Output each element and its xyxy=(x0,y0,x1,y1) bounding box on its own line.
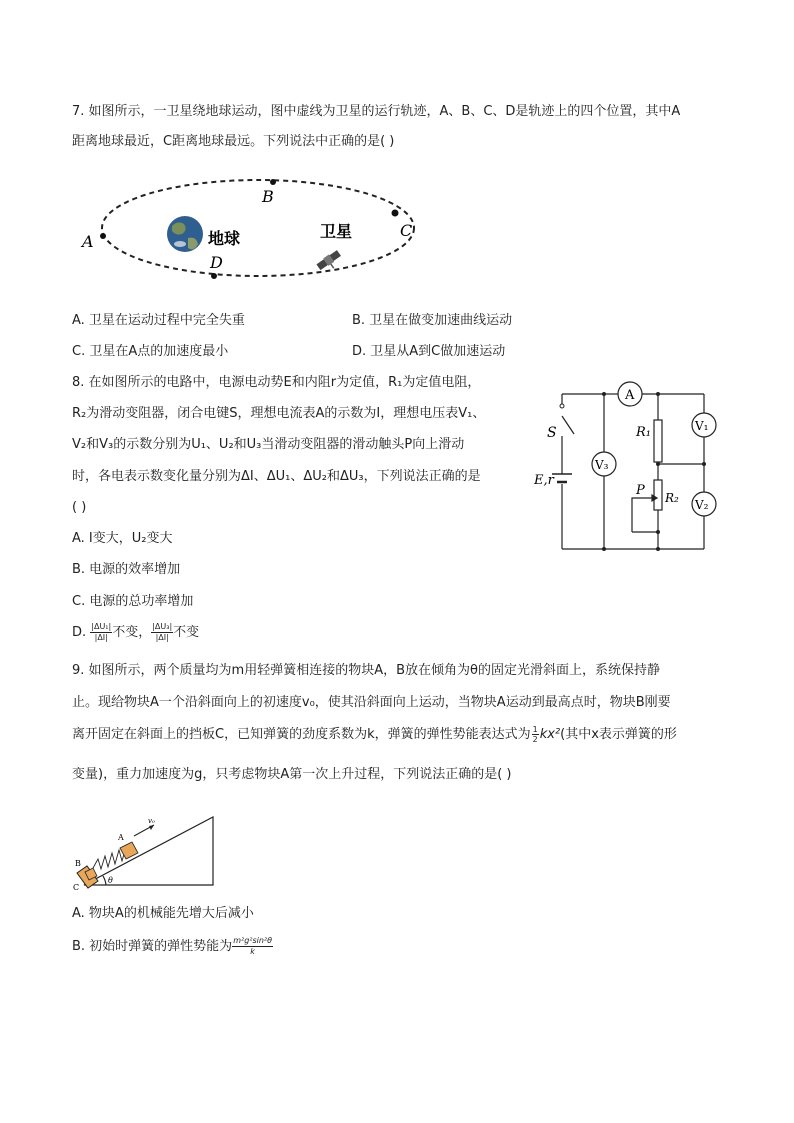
point-b xyxy=(270,179,276,185)
q9-option-b[interactable] xyxy=(72,936,273,957)
q8-stem-line-2: R₂为滑动变阻器，闭合电键S，理想电流表A的示数为I，理想电压表V₁、 xyxy=(72,406,486,421)
block-b-label: B xyxy=(75,859,81,868)
q8-stem-line-5: ( ) xyxy=(72,500,87,515)
v1-label: V₁ xyxy=(695,419,709,433)
q9-option-b-prefix: B. 初始时弹簧的弹性势能为 xyxy=(72,938,233,954)
circuit-diagram xyxy=(528,376,728,556)
q9-option-a[interactable]: A. 物块A的机械能先增大后减小 xyxy=(72,906,254,921)
energy-expr-rest: kx² xyxy=(539,726,561,742)
q7-stem-line-2: 距离地球最近，C距离地球最远。下列说法中正确的是( ) xyxy=(72,134,395,149)
v3-label: V₃ xyxy=(595,458,609,472)
q8-option-d[interactable] xyxy=(72,622,199,643)
q8-option-d-suffix: 不变 xyxy=(173,624,200,640)
q7-stem-line-1: 7. 如图所示，一卫星绕地球运动，图中虚线为卫星的运行轨迹，A、B、C、D是轨迹上的四个位置，其中A xyxy=(72,104,681,119)
v0-label: v₀ xyxy=(148,817,155,825)
label-a: A xyxy=(82,232,94,251)
label-b: B xyxy=(262,187,274,206)
q8-option-d-fraction-2 xyxy=(151,622,173,643)
point-d xyxy=(211,273,217,279)
switch-label: S xyxy=(547,425,557,441)
incline-figure xyxy=(72,812,222,892)
q7-option-a[interactable]: A. 卫星在运动过程中完全失重 xyxy=(72,313,245,328)
energy-fraction xyxy=(532,725,539,744)
q7-option-d[interactable]: D. 卫星从A到C做加速运动 xyxy=(352,344,506,359)
q8-option-d-mid: 不变， xyxy=(112,624,152,640)
q8-option-c[interactable]: C. 电源的总功率增加 xyxy=(72,594,194,609)
q9-stem-line-3 xyxy=(72,725,677,744)
label-d: D xyxy=(210,253,223,272)
orbit-figure xyxy=(72,172,422,284)
r1-label: R₁ xyxy=(636,425,651,440)
earth-icon xyxy=(167,216,203,252)
frac1-den: |ΔI| xyxy=(94,633,108,642)
q7-option-c[interactable]: C. 卫星在A点的加速度最小 xyxy=(72,344,229,359)
q8-option-d-fraction-1 xyxy=(90,622,112,643)
frac2-num: |ΔU₃| xyxy=(152,622,173,631)
point-c xyxy=(392,210,399,217)
q9-option-b-fraction xyxy=(232,936,273,957)
frac1-num: |ΔU₁| xyxy=(91,622,112,631)
r2-label: R₂ xyxy=(665,491,679,505)
b-frac-den: k xyxy=(250,947,255,956)
baffle-c-label: C xyxy=(73,883,80,892)
label-c: C xyxy=(400,221,413,240)
v2-label: V₂ xyxy=(695,498,709,512)
ammeter-label: A xyxy=(625,388,635,403)
earth-label: 地球 xyxy=(208,229,241,248)
q9-stem-line-1: 9. 如图所示，两个质量均为m用轻弹簧相连接的物块A，B放在倾角为θ的固定光滑斜面上，系统保持静 xyxy=(72,663,660,678)
q8-stem-line-3: V₂和V₃的示数分别为U₁、U₂和U₃当滑动变阻器的滑动触头P向上滑动 xyxy=(72,437,465,452)
q7-option-b[interactable]: B. 卫星在做变加速曲线运动 xyxy=(352,313,513,328)
slider-label: P xyxy=(636,483,645,498)
q8-stem-line-4: 时，各电表示数变化量分别为ΔI、ΔU₁、ΔU₂和ΔU₃，下列说法正确的是 xyxy=(72,469,481,484)
q9-stem-line-2: 止。现给物块A一个沿斜面向上的初速度v₀，使其沿斜面向上运动，当物块A运动到最高点时，物块B刚要 xyxy=(72,695,671,710)
block-a xyxy=(120,842,138,859)
q8-stem-line-1: 8. 在如图所示的电路中，电源电动势E和内阻r为定值，R₁为定值电阻， xyxy=(72,375,481,390)
energy-frac-num: 1 xyxy=(532,725,538,734)
frac2-den: |ΔI| xyxy=(155,633,169,642)
point-a xyxy=(100,233,106,239)
theta-label: θ xyxy=(108,876,113,885)
q9-stem-line-4: 变量)，重力加速度为g，只考虑物块A第一次上升过程，下列说法正确的是( ) xyxy=(72,767,512,782)
q8-option-d-prefix: D. xyxy=(72,624,91,640)
energy-frac-den: 2 xyxy=(532,735,538,744)
battery-label: E,r xyxy=(534,473,554,488)
satellite-label: 卫星 xyxy=(320,222,353,241)
switch-blade xyxy=(562,416,574,434)
q9-stem-line-3-text: 离开固定在斜面上的挡板C，已知弹簧的劲度系数为k，弹簧的弹性势能表达式为 xyxy=(72,726,531,742)
q8-option-b[interactable]: B. 电源的效率增加 xyxy=(72,562,181,577)
block-a-label: A xyxy=(118,833,124,842)
b-frac-num: m²g²sin²θ xyxy=(233,936,273,945)
q9-stem-line-3-tail: (其中x表示弹簧的形 xyxy=(560,726,677,742)
q8-option-a[interactable]: A. I变大，U₂变大 xyxy=(72,531,173,546)
